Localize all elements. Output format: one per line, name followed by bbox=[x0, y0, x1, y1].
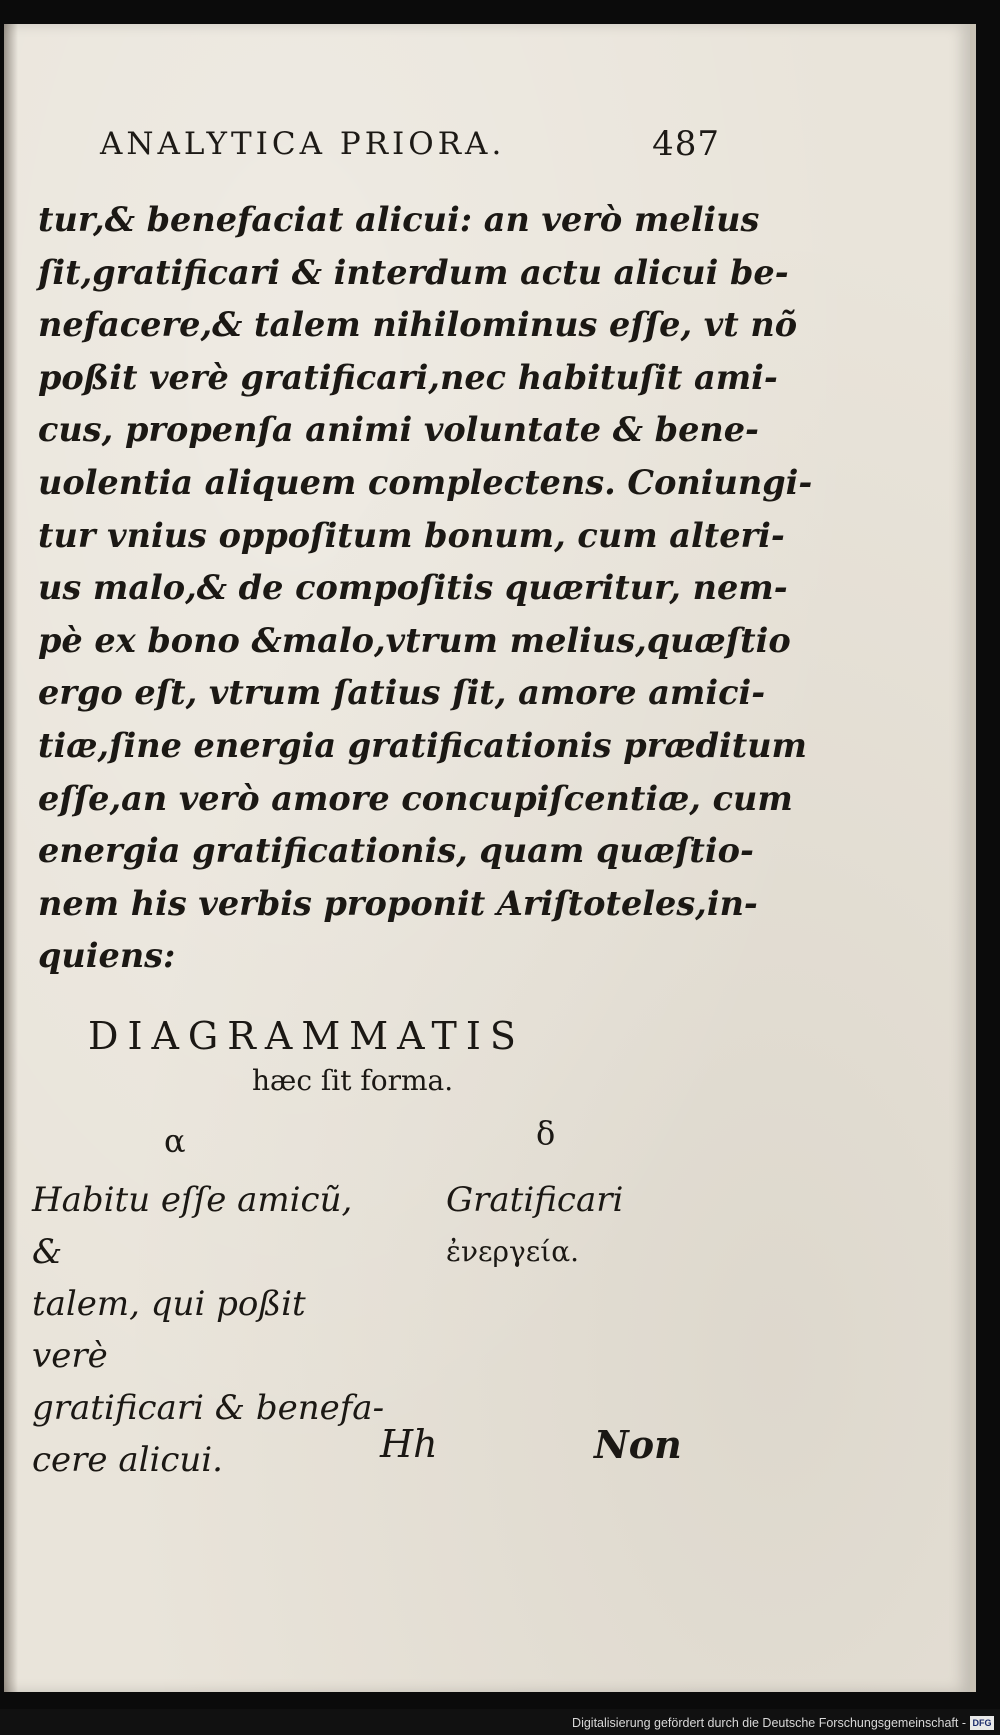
diagram-right-line-greek: ἐνεργεία. bbox=[446, 1235, 580, 1268]
diagram-left-line: talem, qui poßit verè bbox=[32, 1284, 306, 1376]
text-line: uolentia aliquem complectens. Coniungi- bbox=[38, 462, 813, 502]
text-line: tur vnius oppoſitum bonum, cum alteri- bbox=[38, 515, 785, 555]
text-line: us malo,& de compoſitis quæritur, nem- bbox=[38, 568, 788, 608]
diagram-title: DIAGRAMMATIS bbox=[88, 1014, 525, 1058]
running-head: ANALYTICA PRIORA. bbox=[100, 126, 506, 162]
text-line: poßit verè gratificari,nec habituſit ami- bbox=[38, 357, 778, 397]
text-line: pè ex bono &malo,vtrum melius,quæſtio bbox=[38, 620, 791, 660]
book-page bbox=[4, 24, 976, 1692]
diagram-right-line: Gratificari bbox=[446, 1180, 624, 1220]
diagram-left-column bbox=[32, 1174, 392, 1486]
text-line: tiæ,ſine energia gratificationis præditum bbox=[38, 725, 807, 765]
diagram-left-line: cere alicui. bbox=[32, 1440, 223, 1480]
diagram-subtitle: hæc ſit forma. bbox=[252, 1064, 454, 1097]
text-line: nem his verbis proponit Ariſtoteles,in- bbox=[38, 883, 758, 923]
diagram-right-column bbox=[446, 1174, 696, 1278]
text-line: cus, propenſa animi voluntate & bene- bbox=[38, 410, 759, 450]
catchword: Non bbox=[594, 1422, 682, 1467]
page-number: 487 bbox=[652, 124, 720, 164]
text-line: ſit,gratificari & interdum actu alicui be- bbox=[38, 252, 789, 292]
text-line: quiens: bbox=[38, 936, 176, 976]
page-header bbox=[100, 126, 720, 162]
dfg-logo-icon: DFG bbox=[970, 1716, 994, 1730]
text-line: eſſe,an verò amore concupiſcentiæ, cum bbox=[38, 778, 793, 818]
body-text bbox=[38, 194, 813, 983]
text-line: energia gratificationis, quam quæſtio- bbox=[38, 831, 754, 871]
diagram-label-delta: δ bbox=[536, 1114, 556, 1152]
credit-bar bbox=[0, 1709, 1000, 1735]
diagram-label-alpha: α bbox=[164, 1122, 186, 1160]
text-line: tur,& benefaciat alicui: an verò melius bbox=[38, 200, 760, 239]
diagram-left-line: gratificari & benefa- bbox=[32, 1388, 385, 1428]
signature-mark: Hh bbox=[380, 1422, 438, 1466]
spine-shadow bbox=[4, 24, 18, 1692]
diagram-left-line: Habitu eſſe amicũ, & bbox=[32, 1180, 353, 1272]
text-line: ergo eſt, vtrum ſatius ſit, amore amici- bbox=[38, 673, 766, 713]
digitization-credit: Digitalisierung gefördert durch die Deutsche Forschungsgemeinschaft - bbox=[572, 1716, 966, 1730]
text-line: nefacere,& talem nihilominus eſſe, vt nõ bbox=[38, 305, 798, 345]
